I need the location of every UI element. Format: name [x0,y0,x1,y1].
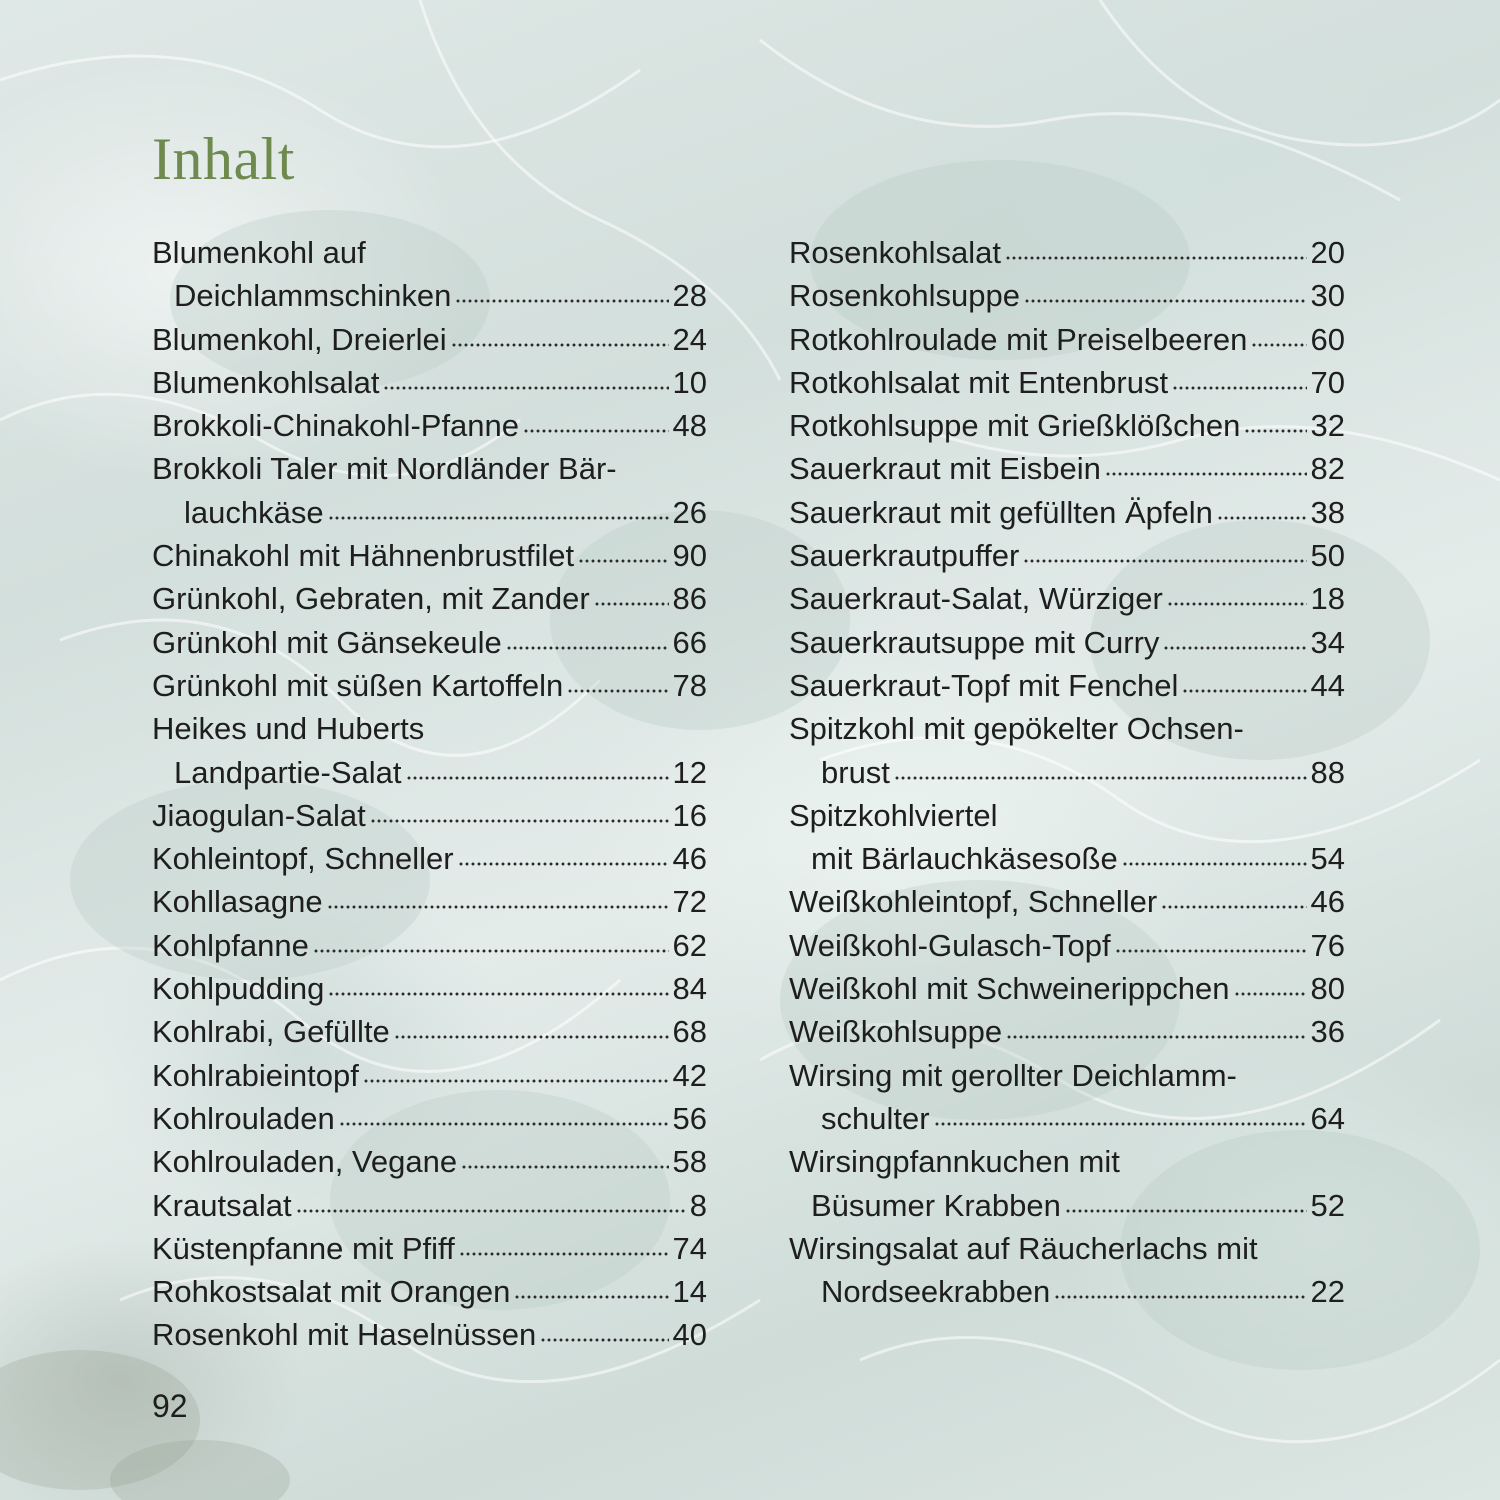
toc-entry [152,837,707,880]
toc-entry-title: Sauerkrautsuppe mit Curry [789,624,1160,660]
toc-entry-page: 72 [672,884,707,920]
toc-entry-title: brust [821,754,890,790]
toc-entry-page: 12 [672,754,707,790]
toc-entry-page: 66 [672,624,707,660]
toc-entry-line [152,491,707,534]
toc-entry-line [152,621,707,664]
leader-dots [1054,1269,1306,1300]
toc-entry-line [789,1010,1345,1053]
toc-entry-page: 74 [672,1230,707,1266]
toc-entry-title: Weißkohl-Gulasch-Topf [789,927,1111,963]
toc-entry-title: Rotkohlroulade mit Preiselbeeren [789,321,1248,357]
toc-entry-title: Kohlpfanne [152,927,309,963]
toc-entry [152,621,707,664]
toc-entry-title: Weißkohl mit Schweinerippchen [789,971,1230,1007]
toc-entry-title: mit Bärlauchkäsesoße [811,841,1118,877]
toc-entry-page: 20 [1310,235,1345,270]
toc-entry-title: Kohlrabieintopf [152,1057,359,1093]
leader-dots [1023,533,1306,564]
toc-entry-line [789,274,1345,317]
toc-entry-page: 84 [672,971,707,1007]
toc-entry [152,231,707,318]
leader-dots [1122,836,1307,867]
toc-entry [152,1054,707,1097]
toc-entry-line [789,534,1345,577]
leader-dots [339,1096,669,1127]
toc-entry-title: Chinakohl mit Hähnenbrustfilet [152,538,575,574]
toc-entry-title: Weißkohlsuppe [789,1014,1003,1050]
toc-entry-line [152,318,707,361]
leader-dots [1005,230,1307,261]
toc-entry-line [789,707,1345,750]
toc-entry-title: Kohleintopf, Schneller [152,841,454,877]
toc-entry-title: Sauerkrautpuffer [789,538,1020,574]
toc-entry-title: Krautsalat [152,1187,292,1223]
toc-entry-page: 34 [1310,624,1345,660]
toc-entry-line [152,751,707,794]
toc-entry [789,621,1345,664]
toc-entry-line [789,577,1345,620]
toc-entry-title: Sauerkraut mit Eisbein [789,451,1101,487]
toc-entry-page: 52 [1310,1187,1345,1223]
toc-entry-page: 10 [672,364,707,400]
toc-entry-line [152,447,707,490]
toc-entry-page: 50 [1310,538,1345,574]
leader-dots [394,1009,669,1040]
toc-entry-line [152,664,707,707]
toc-entry-title: Blumenkohlsalat [152,364,380,400]
toc-entry-line [789,1184,1345,1227]
toc-entry-page: 54 [1310,841,1345,877]
toc-entry-title: Wirsingpfannkuchen mit [789,1144,1120,1180]
toc-entry [789,361,1345,404]
toc-entry-page: 90 [672,538,707,574]
toc-entry-line [789,447,1345,490]
toc-entry-title: Spitzkohlviertel [789,797,998,833]
leader-dots [1234,966,1307,997]
toc-entry-title: Rohkostsalat mit Orangen [152,1274,511,1310]
toc-entry [152,1270,707,1313]
toc-entry-title: Nordseekrabben [821,1274,1051,1310]
toc-entry [789,404,1345,447]
toc-entry [152,1227,707,1270]
toc-entry-page: 62 [672,927,707,963]
toc-entry [152,318,707,361]
toc-entry-title: Küstenpfanne mit Pfiff [152,1230,455,1266]
toc-entry-title: Rotkohlsuppe mit Grießklößchen [789,408,1241,444]
toc-entry [789,1227,1345,1314]
toc-entry-page: 70 [1310,364,1345,400]
toc-entry-page: 46 [672,841,707,877]
toc-entry-line [789,404,1345,447]
leader-dots [540,1312,668,1343]
toc-entry-page: 86 [672,581,707,617]
toc-entry-line [789,967,1345,1010]
leader-dots [328,490,669,521]
toc-entry [152,880,707,923]
leader-dots [506,620,669,651]
toc-entry-line [152,837,707,880]
toc-entry-page: 26 [672,494,707,530]
toc-entry-page: 36 [1310,1014,1345,1050]
toc-entry-line [152,231,707,274]
toc-entry [152,1184,707,1227]
toc-entry-title: Kohlrabi, Gefüllte [152,1014,390,1050]
toc-entry-title: Kohlpudding [152,971,325,1007]
toc-entry [152,707,707,794]
leader-dots [383,360,668,391]
toc-entry-line [789,924,1345,967]
toc-entry-title: Grünkohl, Gebraten, mit Zander [152,581,590,617]
toc-entry [789,318,1345,361]
leader-dots [1163,620,1306,651]
toc-entry-line [789,1054,1345,1097]
toc-entry-line [152,1054,707,1097]
toc-entry-page: 30 [1310,278,1345,314]
toc-entry-page: 14 [672,1274,707,1310]
leader-dots [461,1139,668,1170]
leader-dots [1217,490,1307,521]
toc-entry [789,794,1345,881]
toc-entry-page: 16 [672,797,707,833]
toc-entry-title: Kohllasagne [152,884,323,920]
toc-entry [789,664,1345,707]
toc-entry [789,231,1345,274]
leader-dots [594,576,669,607]
toc-entry-page: 56 [672,1100,707,1136]
toc-entry-title: Brokkoli Taler mit Nordländer Bär- [152,451,617,487]
toc-entry-line [152,794,707,837]
toc-entry-title: Sauerkraut-Topf mit Fenchel [789,667,1179,703]
toc-entry [152,1097,707,1140]
toc-entry-line [789,664,1345,707]
toc-entry [789,534,1345,577]
toc-entry-title: Rosenkohl mit Haselnüssen [152,1317,537,1353]
toc-entry-title: Blumenkohl auf [152,235,366,270]
page-title: Inhalt [152,126,295,192]
toc-entry-page: 82 [1310,451,1345,487]
toc-entry-page: 58 [672,1144,707,1180]
toc-entry-line [152,1097,707,1140]
toc-entry-line [789,880,1345,923]
toc-entry-title: Sauerkraut-Salat, Würziger [789,581,1163,617]
leader-dots [578,533,668,564]
leader-dots [1251,317,1306,348]
toc-entry [152,361,707,404]
leader-dots [1006,1009,1306,1040]
toc-entry-line [789,621,1345,664]
toc-entry-page: 80 [1310,971,1345,1007]
toc-entry-line [152,1227,707,1270]
toc-entry [152,1010,707,1053]
toc-entry-line [152,707,707,750]
toc-entry-line [152,967,707,1010]
toc-entry-title: Blumenkohl, Dreierlei [152,321,447,357]
leader-dots [1065,1183,1307,1214]
toc-entry-line [152,1184,707,1227]
leader-dots [406,750,669,781]
toc-entry-page: 44 [1310,667,1345,703]
toc-entry-line [789,837,1345,880]
toc-entry-title: Büsumer Krabben [811,1187,1061,1223]
toc-entry-title: Kohlrouladen [152,1100,335,1136]
toc-entry [789,1010,1345,1053]
toc-entry-title: Heikes und Huberts [152,711,425,747]
toc-entry-page: 8 [689,1187,707,1223]
toc-entry-title: Wirsingsalat auf Räucherlachs mit [789,1230,1258,1266]
leader-dots [1105,446,1307,477]
toc-entry-line [152,1270,707,1313]
toc-entry-line [152,1140,707,1183]
toc-entry [152,967,707,1010]
leader-dots [894,750,1307,781]
leader-dots [934,1096,1307,1127]
toc-entry-title: Jiaogulan-Salat [152,797,366,833]
toc-entry [789,707,1345,794]
toc-entry-line [152,924,707,967]
toc-entry-title: Spitzkohl mit gepökelter Ochsen- [789,711,1244,747]
toc-entry [152,404,707,447]
leader-dots [451,317,669,348]
toc-entry-title: Brokkoli-Chinakohl-Pfanne [152,408,520,444]
toc-entry-line [789,1140,1345,1183]
toc-entry-line [152,534,707,577]
toc-entry-title: Grünkohl mit Gänsekeule [152,624,502,660]
leader-dots [1182,663,1306,694]
toc-entry-page: 46 [1310,884,1345,920]
toc-entry-page: 24 [672,321,707,357]
toc-entry [152,534,707,577]
toc-entry-page: 76 [1310,927,1345,963]
toc-left-column [152,231,707,1357]
toc-entry [152,664,707,707]
toc-entry-title: schulter [821,1100,930,1136]
leader-dots [327,879,669,910]
toc-right-column [789,231,1345,1313]
toc-entry [789,967,1345,1010]
toc-entry-line [789,794,1345,837]
toc-entry-page: 68 [672,1014,707,1050]
toc-entry-title: Rotkohlsalat mit Entenbrust [789,364,1169,400]
toc-entry [789,274,1345,317]
toc-entry-page: 28 [672,278,707,314]
leader-dots [370,793,669,824]
toc-entry-page: 32 [1310,408,1345,444]
toc-entry [789,577,1345,620]
toc-entry-line [152,404,707,447]
toc-entry-title: Rosenkohlsalat [789,235,1001,270]
toc-entry [789,1054,1345,1141]
toc-entry-line [789,318,1345,361]
toc-entry-line [152,274,707,317]
leader-dots [1244,403,1306,434]
toc-entry-line [152,577,707,620]
toc-entry [789,491,1345,534]
leader-dots [514,1269,668,1300]
toc-entry-title: Wirsing mit gerollter Deichlamm- [789,1057,1237,1093]
toc-entry-title: Grünkohl mit süßen Kartoffeln [152,667,564,703]
toc-entry [152,447,707,534]
toc-entry-line [789,1097,1345,1140]
leader-dots [363,1053,669,1084]
leader-dots [458,836,669,867]
toc-entry-page: 60 [1310,321,1345,357]
toc-entry-page: 64 [1310,1100,1345,1136]
toc-entry-title: Deichlammschinken [174,278,452,314]
toc-entry-title: Sauerkraut mit gefüllten Äpfeln [789,494,1213,530]
leader-dots [328,966,668,997]
toc-entry-line [152,361,707,404]
leader-dots [1172,360,1306,391]
toc-entry [152,1313,707,1356]
toc-entry-page: 40 [672,1317,707,1353]
toc-entry [152,1140,707,1183]
toc-entry-title: Landpartie-Salat [174,754,402,790]
leader-dots [455,273,668,304]
toc-entry-title: Rosenkohlsuppe [789,278,1020,314]
toc-entry-line [789,491,1345,534]
leader-dots [296,1183,686,1214]
toc-entry-page: 88 [1310,754,1345,790]
toc-entry-page: 78 [672,667,707,703]
toc-entry-page: 38 [1310,494,1345,530]
toc-entry-line [789,1270,1345,1313]
leader-dots [459,1226,669,1257]
toc-entry [789,1140,1345,1227]
toc-entry-line [152,1313,707,1356]
toc-entry [789,447,1345,490]
leader-dots [1115,923,1307,954]
toc-entry-title: Weißkohleintopf, Schneller [789,884,1158,920]
leader-dots [567,663,668,694]
toc-entry-page: 18 [1310,581,1345,617]
leader-dots [313,923,669,954]
toc-entry-page: 22 [1310,1274,1345,1310]
leader-dots [1024,273,1307,304]
toc-entry-line [789,751,1345,794]
toc-entry-line [152,1010,707,1053]
toc-entry-line [152,880,707,923]
toc-entry-page: 48 [672,408,707,444]
toc-entry-line [789,231,1345,274]
toc-entry [152,577,707,620]
toc-entry [152,794,707,837]
toc-entry [789,924,1345,967]
toc-entry [789,880,1345,923]
page-number: 92 [152,1388,188,1424]
toc-entry-line [789,361,1345,404]
leader-dots [523,403,668,434]
leader-dots [1167,576,1307,607]
leader-dots [1161,879,1306,910]
toc-entry-page: 42 [672,1057,707,1093]
toc-entry-title: lauchkäse [184,494,324,530]
toc-entry-title: Kohlrouladen, Vegane [152,1144,458,1180]
toc-entry [152,924,707,967]
toc-entry-line [789,1227,1345,1270]
